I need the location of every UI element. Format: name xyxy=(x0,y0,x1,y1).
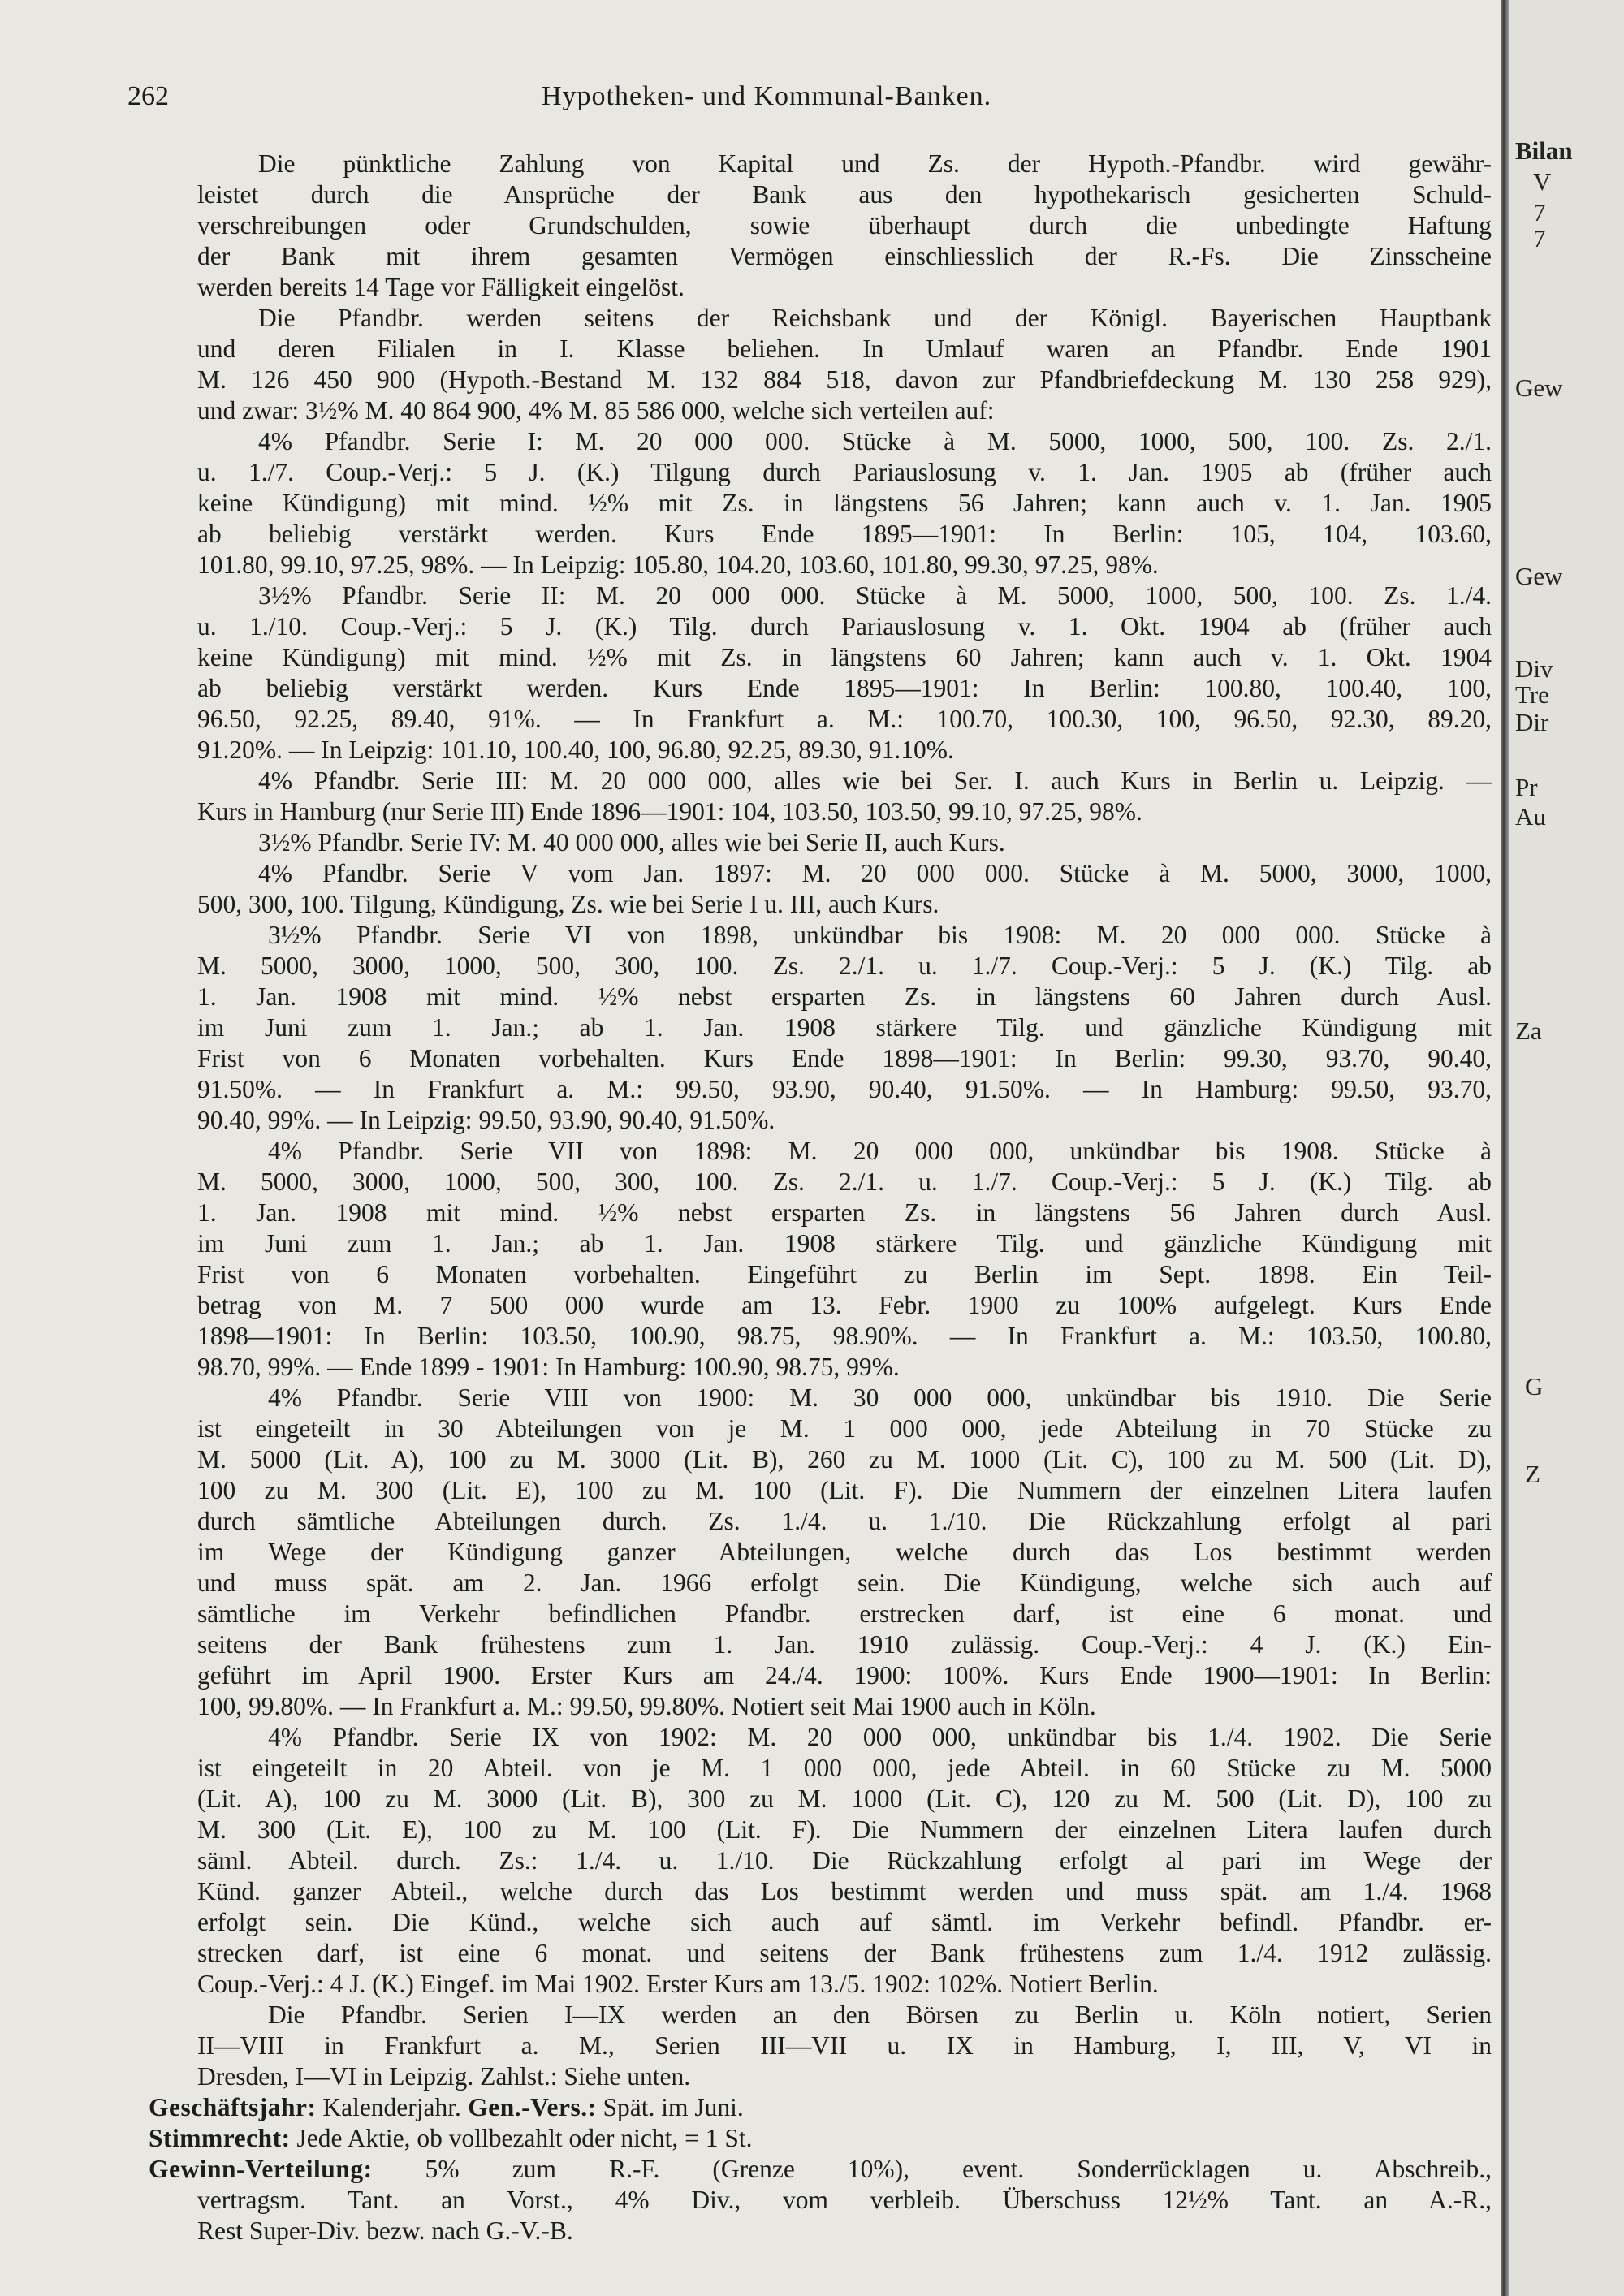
adjacent-fragment: Z xyxy=(1525,1460,1540,1488)
adjacent-fragment: Dir xyxy=(1515,708,1549,736)
text-line: 500, 300, 100. Tilgung, Kündigung, Zs. wie bei Serie I u. III, auch Kurs. xyxy=(197,890,939,918)
text-line: durch sämtliche Abteilungen durch. Zs. 1./4. u. 1./10. Die Rückzahlung erfolgt al pari xyxy=(197,1507,1492,1535)
text-line: säml. Abteil. durch. Zs.: 1./4. u. 1./10. Die Rückzahlung erfolgt al pari im Wege der xyxy=(197,1846,1492,1875)
section-text: Kalenderjahr. xyxy=(316,2093,461,2121)
text-line: 3½% Pfandbr. Serie IV: M. 40 000 000, alles wie bei Serie II, auch Kurs. xyxy=(258,828,1005,857)
text-line: ist eingeteilt in 30 Abteilungen von je M. 1 000 000, jede Abteilung in 70 Stücke zu xyxy=(197,1414,1492,1443)
text-line: 91.20%. — In Leipzig: 101.10, 100.40, 100, 96.80, 92.25, 89.30, 91.10%. xyxy=(197,736,954,764)
text-line: im Juni zum 1. Jan.; ab 1. Jan. 1908 stärkere Tilg. und gänzliche Kündigung mit xyxy=(197,1229,1492,1258)
page-number: 262 xyxy=(127,81,169,111)
text-line: II—VIII in Frankfurt a. M., Serien III—VII u. IX in Hamburg, I, III, V, VI in xyxy=(197,2031,1492,2060)
text-line: Die Pfandbr. werden seitens der Reichsbank und der Königl. Bayerischen Hauptbank xyxy=(258,304,1492,332)
section-text: 5% zum R.-F. (Grenze 10%), event. Sonderrücklagen u. Abschreib., xyxy=(372,2155,1492,2183)
text-line: strecken darf, ist eine 6 monat. und seitens der Bank frühestens zum 1./4. 1912 zulässig. xyxy=(197,1939,1492,1967)
adjacent-fragment: Za xyxy=(1515,1016,1542,1045)
text-line: 4% Pfandbr. Serie VII von 1898: M. 20 000 000, unkündbar bis 1908. Stücke à xyxy=(268,1137,1492,1165)
text-line: Frist von 6 Monaten vorbehalten. Kurs Ende 1898—1901: In Berlin: 99.30, 93.70, 90.40, xyxy=(197,1044,1492,1072)
text-line: u. 1./7. Coup.-Verj.: 5 J. (K.) Tilgung durch Pariauslosung v. 1. Jan. 1905 ab (früher auch xyxy=(197,458,1492,486)
text-line: M. 300 (Lit. E), 100 zu M. 100 (Lit. F). Die Nummern der einzelnen Litera laufen durch xyxy=(197,1815,1492,1844)
section-gewinn-verteilung xyxy=(149,2153,1492,2186)
text-line: 4% Pfandbr. Serie V vom Jan. 1897: M. 20 000 000. Stücke à M. 5000, 3000, 1000, xyxy=(258,859,1492,887)
text-line: 100 zu M. 300 (Lit. E), 100 zu M. 100 (Lit. F). Die Nummern der einzelnen Litera laufen xyxy=(197,1476,1492,1504)
text-line: 4% Pfandbr. Serie IX von 1902: M. 20 000 000, unkündbar bis 1./4. 1902. Die Serie xyxy=(268,1723,1492,1751)
section-label: Geschäftsjahr: xyxy=(149,2093,317,2121)
text-line: 101.80, 99.10, 97.25, 98%. — In Leipzig: 105.80, 104.20, 103.60, 101.80, 99.30, 97.25, 98%. xyxy=(197,550,1159,579)
text-line: 4% Pfandbr. Serie I: M. 20 000 000. Stücke à M. 5000, 1000, 500, 100. Zs. 2./1. xyxy=(258,427,1492,455)
text-line: M. 5000, 3000, 1000, 500, 300, 100. Zs. 2./1. u. 1./7. Coup.-Verj.: 5 J. (K.) Tilg. ab xyxy=(197,952,1492,980)
text-line: und zwar: 3½% M. 40 864 900, 4% M. 85 586 000, welche sich verteilen auf: xyxy=(197,396,995,425)
section-label: Stimmrecht: xyxy=(149,2124,291,2152)
text-line: im Wege der Kündigung ganzer Abteilungen, welche durch das Los bestimmt werden xyxy=(197,1538,1492,1566)
text-line: verschreibungen oder Grundschulden, sowie überhaupt durch die unbedingte Haftung xyxy=(197,211,1492,240)
adjacent-fragment: Gew xyxy=(1515,562,1563,590)
text-line: Rest Super-Div. bezw. nach G.-V.-B. xyxy=(197,2216,573,2245)
text-line: M. 126 450 900 (Hypoth.-Bestand M. 132 884 518, davon zur Pfandbriefdeckung M. 130 258 929), xyxy=(197,365,1492,394)
text-line: ist eingeteilt in 20 Abteil. von je M. 1 000 000, jede Abteil. in 60 Stücke zu M. 5000 xyxy=(197,1754,1492,1782)
text-line: 96.50, 92.25, 89.40, 91%. — In Frankfurt a. M.: 100.70, 100.30, 100, 96.50, 92.30, 89.20, xyxy=(197,705,1492,733)
text-line: erfolgt sein. Die Künd., welche sich auch auf sämtl. im Verkehr befindl. Pfandbr. er- xyxy=(197,1908,1492,1936)
adjacent-fragment: Tre xyxy=(1515,680,1549,709)
text-line: seitens der Bank frühestens zum 1. Jan. 1910 zulässig. Coup.-Verj.: 4 J. (K.) Ein- xyxy=(197,1630,1492,1659)
text-line: M. 5000 (Lit. A), 100 zu M. 3000 (Lit. B), 260 zu M. 1000 (Lit. C), 100 zu M. 500 (Lit. D), xyxy=(197,1445,1492,1474)
text-line: 3½% Pfandbr. Serie VI von 1898, unkündbar bis 1908: M. 20 000 000. Stücke à xyxy=(268,921,1492,949)
text-line: ab beliebig verstärkt werden. Kurs Ende 1895—1901: In Berlin: 105, 104, 103.60, xyxy=(197,520,1492,548)
text-line: Frist von 6 Monaten vorbehalten. Eingeführt zu Berlin im Sept. 1898. Ein Teil- xyxy=(197,1260,1492,1288)
text-line: 98.70, 99%. — Ende 1899 - 1901: In Hamburg: 100.90, 98.75, 99%. xyxy=(197,1353,900,1381)
text-line: 1. Jan. 1908 mit mind. ½% nebst ersparten Zs. in längstens 60 Jahren durch Ausl. xyxy=(197,982,1492,1011)
adjacent-page-edge xyxy=(1509,0,1624,2296)
text-line: Dresden, I—VI in Leipzig. Zahlst.: Siehe unten. xyxy=(197,2062,691,2091)
adjacent-fragment: 7 xyxy=(1533,224,1546,252)
text-line: u. 1./10. Coup.-Verj.: 5 J. (K.) Tilg. durch Pariauslosung v. 1. Okt. 1904 ab (früher auch xyxy=(197,612,1492,641)
text-line: Coup.-Verj.: 4 J. (K.) Eingef. im Mai 1902. Erster Kurs am 13./5. 1902: 102%. Notiert Berlin. xyxy=(197,1970,1159,1998)
text-line: werden bereits 14 Tage vor Fälligkeit eingelöst. xyxy=(197,273,685,301)
text-line: Kurs in Hamburg (nur Serie III) Ende 1896—1901: 104, 103.50, 103.50, 99.10, 97.25, 98%. xyxy=(197,797,1142,826)
text-line: 3½% Pfandbr. Serie II: M. 20 000 000. Stücke à M. 5000, 1000, 500, 100. Zs. 1./4. xyxy=(258,581,1492,610)
section-label: Gewinn-Verteilung: xyxy=(149,2155,373,2183)
adjacent-fragment: Div xyxy=(1515,654,1553,683)
text-line: 1898—1901: In Berlin: 103.50, 100.90, 98.75, 98.90%. — In Frankfurt a. M.: 103.50, 100.80, xyxy=(197,1322,1492,1350)
section-stimmrecht xyxy=(149,2122,1492,2155)
text-line: Die pünktliche Zahlung von Kapital und Zs. der Hypoth.-Pfandbr. wird gewähr- xyxy=(258,149,1492,178)
adjacent-fragment: Au xyxy=(1515,802,1546,831)
text-line: vertragsm. Tant. an Vorst., 4% Div., vom verbleib. Überschuss 12½% Tant. an A.-R., xyxy=(197,2186,1492,2214)
text-line: leistet durch die Ansprüche der Bank aus den hypothekarisch gesicherten Schuld- xyxy=(197,180,1492,209)
text-line: der Bank mit ihrem gesamten Vermögen einschliesslich der R.-Fs. Die Zinsscheine xyxy=(197,242,1492,270)
text-line: und muss spät. am 2. Jan. 1966 erfolgt sein. Die Kündigung, welche sich auch auf xyxy=(197,1569,1492,1597)
section-label: Gen.-Vers.: xyxy=(460,2093,597,2121)
text-line: 100, 99.80%. — In Frankfurt a. M.: 99.50, 99.80%. Notiert seit Mai 1900 auch in Köln. xyxy=(197,1692,1096,1720)
text-line: keine Kündigung) mit mind. ½% mit Zs. in längstens 56 Jahren; kann auch v. 1. Jan. 1905 xyxy=(197,489,1492,517)
text-line: 4% Pfandbr. Serie VIII von 1900: M. 30 000 000, unkündbar bis 1910. Die Serie xyxy=(268,1383,1492,1412)
adjacent-fragment: Pr xyxy=(1515,773,1538,801)
text-line: keine Kündigung) mit mind. ½% mit Zs. in längstens 60 Jahren; kann auch v. 1. Okt. 1904 xyxy=(197,643,1492,671)
text-line: M. 5000, 3000, 1000, 500, 300, 100. Zs. 2./1. u. 1./7. Coup.-Verj.: 5 J. (K.) Tilg. ab xyxy=(197,1167,1492,1196)
text-line: sämtliche im Verkehr befindlichen Pfandbr. erstrecken darf, ist eine 6 monat. und xyxy=(197,1599,1492,1628)
text-line: 4% Pfandbr. Serie III: M. 20 000 000, alles wie bei Ser. I. auch Kurs in Berlin u. Leipzig. — xyxy=(258,766,1492,795)
text-line: Die Pfandbr. Serien I—IX werden an den Börsen zu Berlin u. Köln notiert, Serien xyxy=(268,2000,1492,2029)
section-geschaeftsjahr xyxy=(149,2091,1492,2124)
adjacent-fragment: Bilan xyxy=(1515,136,1573,165)
adjacent-fragment: G xyxy=(1525,1372,1544,1400)
text-line: 91.50%. — In Frankfurt a. M.: 99.50, 93.90, 90.40, 91.50%. — In Hamburg: 99.50, 93.70, xyxy=(197,1075,1492,1103)
section-text: Jede Aktie, ob vollbezahlt oder nicht, = 1 St. xyxy=(290,2124,753,2152)
running-title: Hypotheken- und Kommunal-Banken. xyxy=(542,81,992,111)
section-text: Spät. im Juni. xyxy=(596,2093,744,2121)
text-line: Künd. ganzer Abteil., welche durch das Los bestimmt werden und muss spät. am 1./4. 1968 xyxy=(197,1877,1492,1905)
text-line: 1. Jan. 1908 mit mind. ½% nebst ersparten Zs. in längstens 56 Jahren durch Ausl. xyxy=(197,1198,1492,1227)
text-line: im Juni zum 1. Jan.; ab 1. Jan. 1908 stärkere Tilg. und gänzliche Kündigung mit xyxy=(197,1013,1492,1042)
text-line: geführt im April 1900. Erster Kurs am 24./4. 1900: 100%. Kurs Ende 1900—1901: In Berlin: xyxy=(197,1661,1492,1690)
adjacent-fragment: Gew xyxy=(1515,373,1563,402)
text-line: und deren Filialen in I. Klasse beliehen. In Umlauf waren an Pfandbr. Ende 1901 xyxy=(197,334,1492,363)
text-line: ab beliebig verstärkt werden. Kurs Ende 1895—1901: In Berlin: 100.80, 100.40, 100, xyxy=(197,674,1492,702)
text-line: betrag von M. 7 500 000 wurde am 13. Febr. 1900 zu 100% aufgelegt. Kurs Ende xyxy=(197,1291,1492,1319)
text-line: (Lit. A), 100 zu M. 3000 (Lit. B), 300 zu M. 1000 (Lit. C), 120 zu M. 500 (Lit. D), 100 zu xyxy=(197,1785,1492,1813)
text-line: 90.40, 99%. — In Leipzig: 99.50, 93.90, 90.40, 91.50%. xyxy=(197,1106,775,1134)
adjacent-fragment: 7 xyxy=(1533,198,1546,227)
adjacent-fragment: V xyxy=(1533,167,1552,196)
